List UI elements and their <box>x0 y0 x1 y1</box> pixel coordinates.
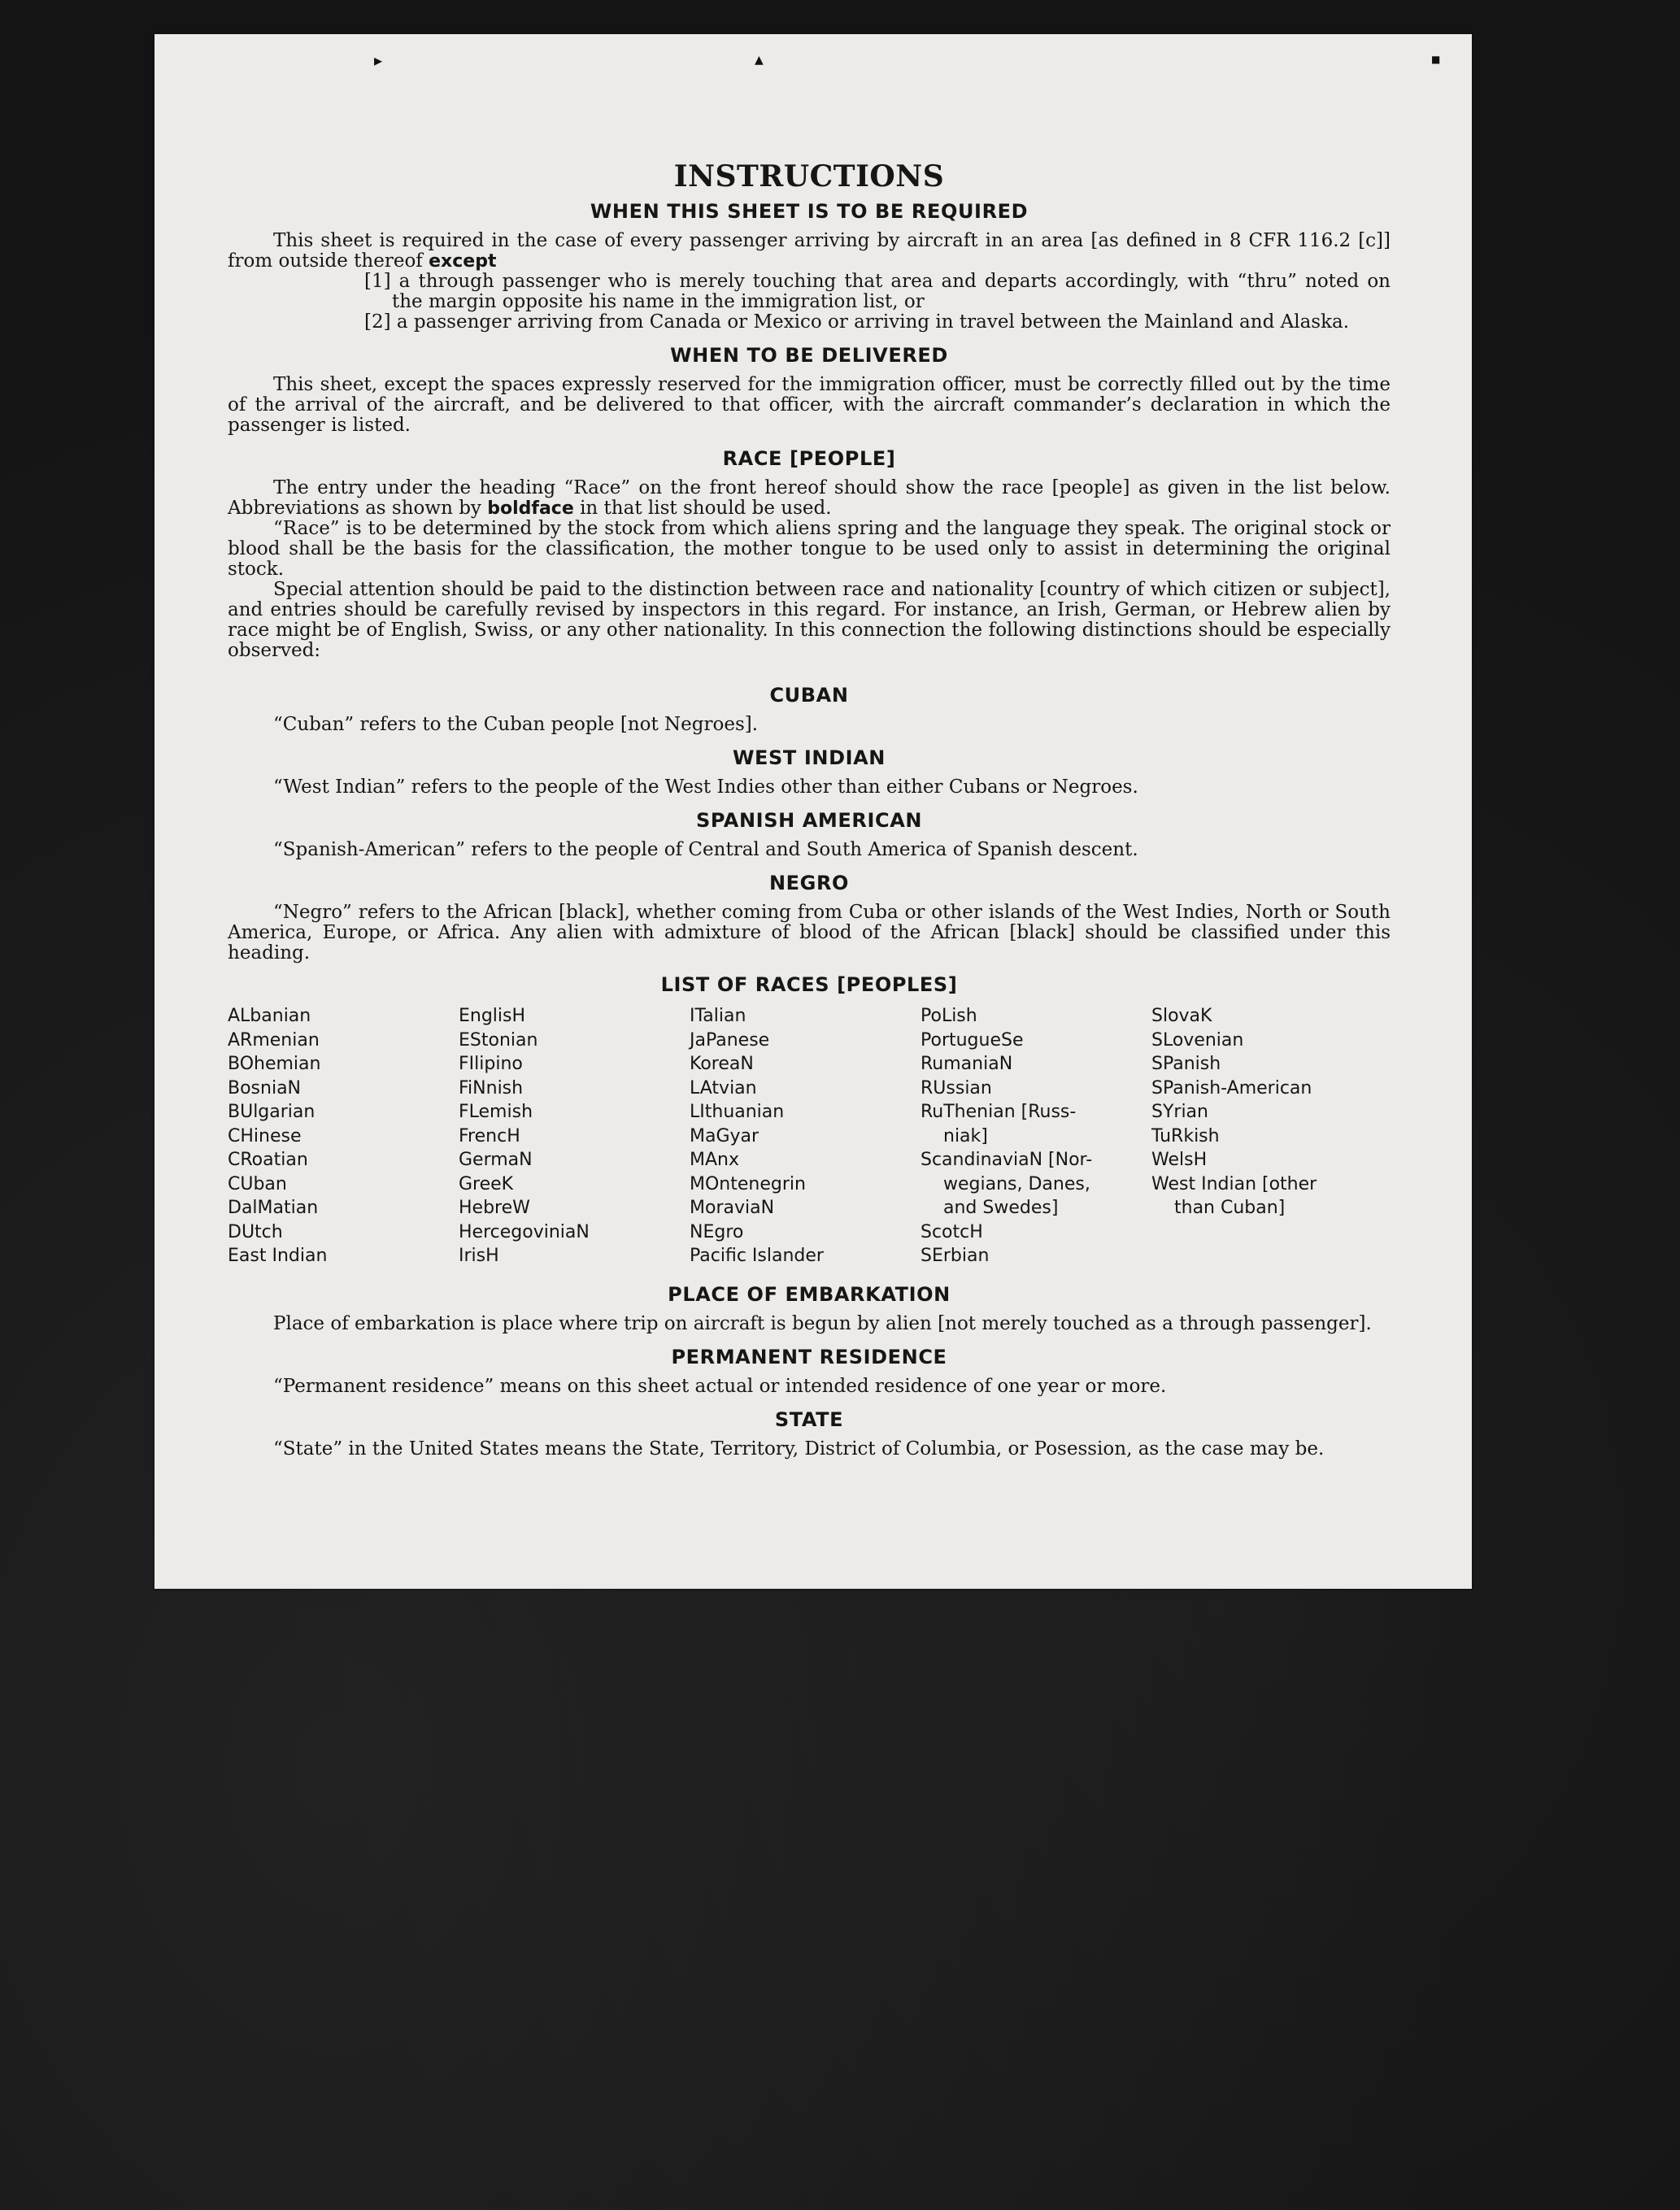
spanish-american-text: “Spanish-American” refers to the people of Central and South America of Spanish descent. <box>273 839 1138 860</box>
when-required-item-1: [1] a through passenger who is merely touching that area and departs accordingly, with “thru” noted on the margin opposite his name in the immigration list, or <box>364 271 1391 312</box>
race-entry: ALbanian <box>228 1006 311 1026</box>
race-entry: HercegoviniaN <box>459 1221 590 1242</box>
race-entry: JaPanese <box>690 1029 770 1051</box>
race-entry: MAnx <box>690 1150 739 1170</box>
race-entry: SPanish-American <box>1151 1077 1312 1098</box>
race-entry: EnglisH <box>459 1006 526 1026</box>
heading-place-of-embarkation: PLACE OF EMBARKATION <box>668 1282 951 1306</box>
race-entry: BUlgarian <box>228 1102 316 1122</box>
race-entry: SErbian <box>921 1246 990 1266</box>
race-entry: DalMatian <box>228 1198 319 1218</box>
race-entry: PoLish <box>921 1006 977 1026</box>
race-entry: SYrian <box>1151 1102 1208 1122</box>
race-entry: LAtvian <box>690 1077 757 1098</box>
races-column-2 <box>459 1004 690 1268</box>
permanent-residence-text: “Permanent residence” means on this sheet actual or intended residence of one year or more. <box>273 1375 1167 1397</box>
heading-west-indian: WEST INDIAN <box>732 746 886 769</box>
race-entry: West Indian [other <box>1151 1173 1317 1194</box>
cuban-text: “Cuban” refers to the Cuban people [not Negroes]. <box>273 714 759 735</box>
race-entry: ScotcH <box>921 1221 983 1242</box>
heading-negro: NEGRO <box>768 872 850 894</box>
race-paragraph-3: Special attention should be paid to the distinction between race and nationality [country of which citizen or subject], and entries should be carefully revised by inspectors in this regard. For instance, an Irish, German, or Hebrew alien by race might be of English, Swiss, or any other nationality. In this connection the following distinctions should be especially observed: <box>228 579 1391 661</box>
west-indian-text: “West Indian” refers to the people of the West Indies other than either Cubans or Negroes. <box>273 777 1138 798</box>
when-required-except: except <box>429 251 497 272</box>
race-entry: RuThenian [Russ- <box>921 1102 1077 1122</box>
race-p1-after: in that list should be used. <box>580 498 832 519</box>
when-required-intro <box>228 231 1391 272</box>
race-entry: East Indian <box>228 1246 328 1266</box>
scan-speck: ■ <box>1431 54 1441 65</box>
race-entry: KoreaN <box>690 1054 754 1074</box>
races-column-1 <box>228 1004 459 1268</box>
race-entry: GreeK <box>459 1173 514 1194</box>
race-entry: FLemish <box>459 1102 533 1122</box>
race-paragraph-2: “Race” is to be determined by the stock from which aliens spring and the language they speak. The original stock or blood shall be the basis for the classification, the mother tongue to be used only to assist in determining the original stock. <box>228 518 1391 580</box>
embarkation-text: Place of embarkation is place where trip on aircraft is begun by alien [not merely touched as a through passenger]. <box>273 1312 1372 1334</box>
race-p1-bold: boldface <box>487 498 574 519</box>
state-text: “State” in the United States means the State, Territory, District of Columbia, or Posession, as the case may be. <box>273 1438 1325 1460</box>
race-entry: Pacific Islander <box>690 1246 824 1266</box>
race-entry: SlovaK <box>1151 1006 1212 1026</box>
race-entry: FiNnish <box>459 1077 524 1098</box>
races-column-5 <box>1151 1004 1387 1268</box>
race-entry: RumaniaN <box>921 1054 1013 1074</box>
race-entry: MoraviaN <box>690 1198 775 1218</box>
race-entry: SLovenian <box>1151 1029 1244 1051</box>
race-entry: ScandinaviaN [Nor- <box>921 1150 1093 1170</box>
race-entry: FrencH <box>459 1125 520 1146</box>
race-entry: CHinese <box>228 1125 302 1146</box>
race-entry: DUtch <box>228 1221 283 1242</box>
race-entry: CRoatian <box>228 1150 308 1170</box>
heading-race: RACE [PEOPLE] <box>722 447 896 470</box>
heading-cuban: CUBAN <box>769 684 849 707</box>
race-entry: EStonian <box>459 1029 538 1051</box>
heading-state: STATE <box>774 1407 844 1431</box>
page-title: INSTRUCTIONS <box>673 159 945 194</box>
when-required-intro-text: This sheet is required in the case of every passenger arriving by aircraft in an area [as defined in 8 CFR 116.2 [c]] from outside thereof <box>228 230 1391 272</box>
heading-spanish-american: SPANISH AMERICAN <box>695 809 923 832</box>
race-entry: RUssian <box>921 1077 992 1098</box>
race-entry: SPanish <box>1151 1054 1221 1074</box>
race-entry: ARmenian <box>228 1029 320 1051</box>
race-entry: WelsH <box>1151 1150 1208 1170</box>
race-entry: ITalian <box>690 1006 746 1026</box>
scan-speck: ▲ <box>755 54 764 67</box>
races-column-4 <box>921 1004 1151 1268</box>
race-paragraph-1 <box>228 478 1391 519</box>
race-entry: NEgro <box>690 1221 744 1242</box>
when-required-item-2: [2] a passenger arriving from Canada or Mexico or arriving in travel between the Mainland and Alaska. <box>364 311 1350 333</box>
race-entry: LIthuanian <box>690 1102 785 1122</box>
race-entry-continued: than Cuban] <box>1174 1198 1286 1218</box>
when-delivered-text: This sheet, except the spaces expressly reserved for the immigration officer, must be correctly filled out by the time of the arrival of the aircraft, and be delivered to that officer, with the aircraft commander’s declaration in which the passenger is listed. <box>228 374 1391 436</box>
race-entry: IrisH <box>459 1246 499 1266</box>
race-entry: MOntenegrin <box>690 1173 806 1194</box>
race-entry: CUban <box>228 1173 287 1194</box>
race-entry-continued: niak] <box>943 1125 988 1146</box>
races-list <box>228 1004 1391 1268</box>
race-entry: FIlipino <box>459 1054 523 1074</box>
race-entry: BOhemian <box>228 1054 321 1074</box>
negro-text: “Negro” refers to the African [black], whether coming from Cuba or other islands of the West Indies, North or South America, Europe, or Africa. Any alien with admixture of blood of the African [black] should be classified under this heading. <box>228 902 1391 964</box>
heading-permanent-residence: PERMANENT RESIDENCE <box>671 1345 947 1368</box>
heading-list-of-races: LIST OF RACES [PEOPLES] <box>660 973 958 996</box>
races-column-3 <box>690 1004 921 1268</box>
race-entry-continued: and Swedes] <box>943 1198 1059 1218</box>
race-entry-continued: wegians, Danes, <box>943 1173 1090 1194</box>
race-entry: GermaN <box>459 1150 533 1170</box>
race-entry: BosniaN <box>228 1077 302 1098</box>
race-entry: HebreW <box>459 1198 530 1218</box>
race-p1-before: The entry under the heading “Race” on the front hereof should show the race [people] as given in the list below. Abbreviations as shown by <box>228 477 1391 519</box>
race-entry: MaGyar <box>690 1125 759 1146</box>
race-entry: TuRkish <box>1151 1125 1220 1146</box>
race-entry: PortugueSe <box>921 1029 1024 1051</box>
instruction-sheet <box>155 34 1472 1589</box>
heading-when-delivered: WHEN TO BE DELIVERED <box>670 344 948 367</box>
scan-speck: ▸ <box>374 50 383 70</box>
heading-when-required: WHEN THIS SHEET IS TO BE REQUIRED <box>590 200 1029 223</box>
